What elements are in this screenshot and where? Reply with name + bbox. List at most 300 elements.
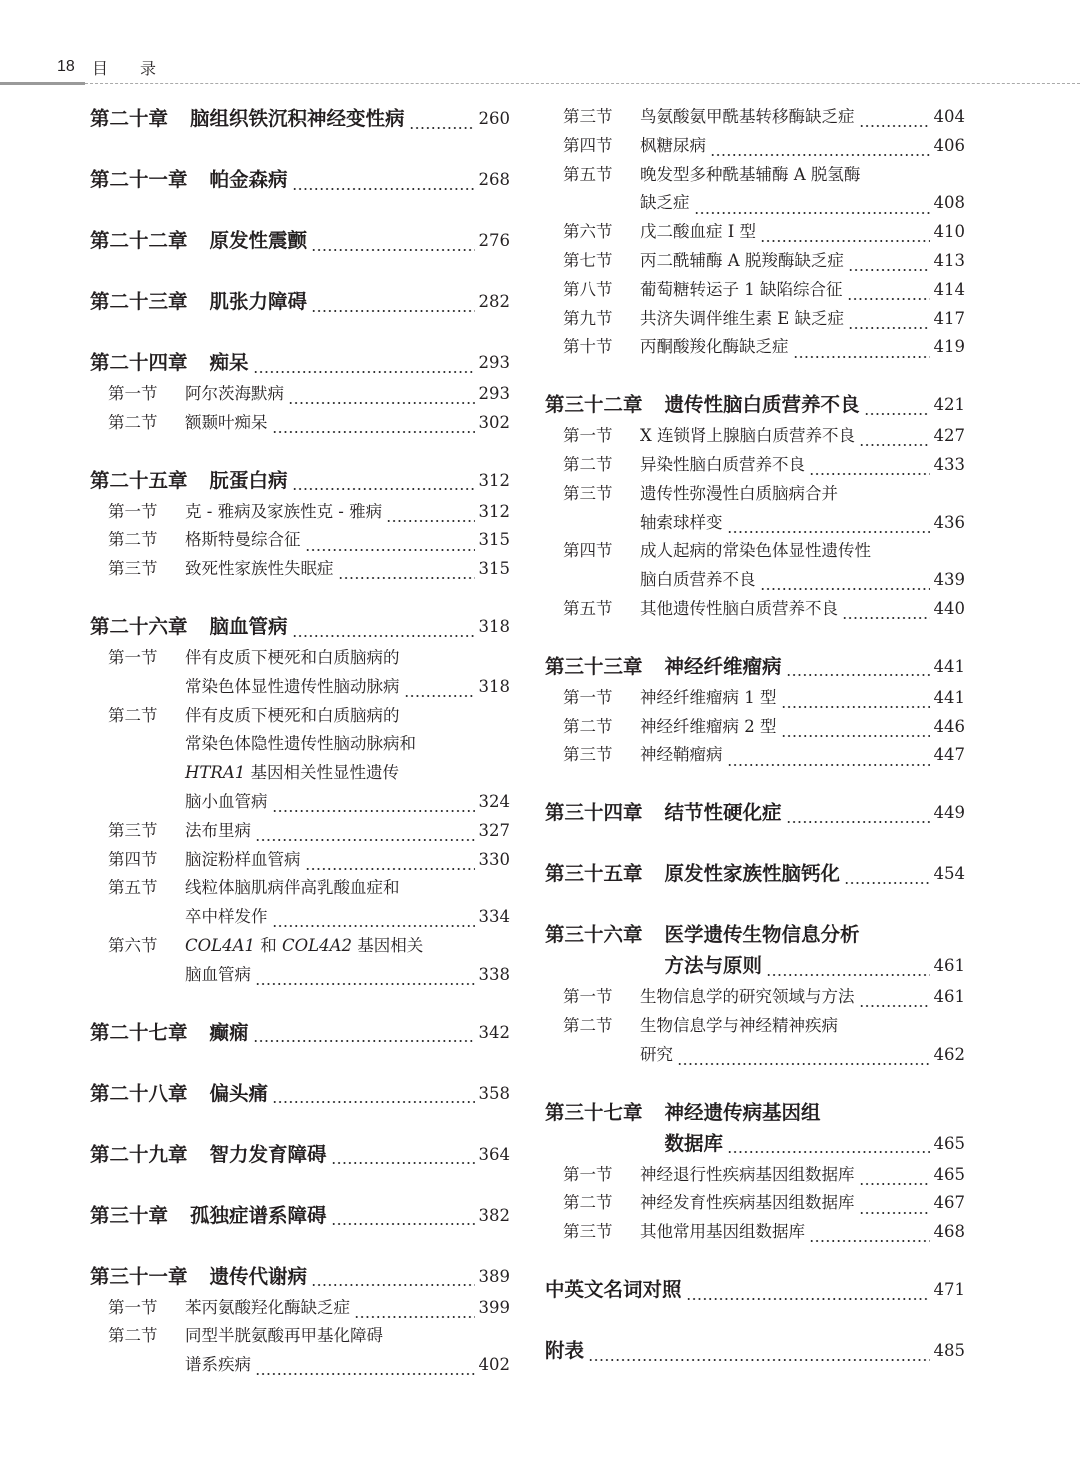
dot-leader: [809, 463, 930, 480]
title-segment: 数据库: [664, 1131, 724, 1155]
page-ref: 439: [933, 570, 965, 590]
page-ref: 414: [933, 279, 965, 299]
page-ref: 312: [478, 501, 510, 521]
toc-entry-chapter[interactable]: [90, 1200, 510, 1231]
entry-title: [640, 1161, 965, 1190]
title-text: [640, 451, 805, 480]
title-text: [665, 651, 782, 682]
entry-label: 第八节: [563, 279, 613, 299]
toc-entry-section[interactable]: [90, 526, 510, 555]
title-text: [185, 1322, 383, 1351]
title-segment: 异染性脑白质营养不良: [640, 454, 805, 474]
title-text: [210, 1078, 269, 1109]
entry-title: [640, 161, 965, 219]
entry-title: [210, 347, 510, 378]
page-ref: 404: [933, 107, 965, 126]
toc-entry-chapter[interactable]: [90, 286, 510, 317]
entry-title: [210, 286, 510, 317]
page-ref: 342: [478, 1022, 510, 1042]
page-ref: 441: [933, 687, 965, 707]
entry-label: 第二十五章: [90, 468, 188, 492]
entry-label: 第四节: [563, 135, 613, 155]
entry-title: [185, 526, 510, 555]
entry-title: [640, 1218, 965, 1247]
toc-entry-section[interactable]: [90, 817, 510, 846]
toc-entry-section[interactable]: [90, 644, 510, 702]
title-segment: 枫糖尿病: [640, 135, 706, 155]
title-segment: 致死性家族性失眠症: [185, 559, 334, 579]
entry-label: 第二节: [108, 530, 158, 550]
entry-title: [640, 1189, 965, 1218]
title-text: [665, 797, 782, 828]
entry-label: 第三节: [563, 107, 613, 126]
toc-entry-section[interactable]: [90, 846, 510, 875]
title-segment: 谱系疾病: [185, 1355, 251, 1375]
dot-leader: [686, 1285, 930, 1305]
toc-entry-section[interactable]: [545, 333, 965, 362]
title-segment: 戊二酸血症 Ⅰ 型: [640, 222, 757, 242]
page-ref: 318: [478, 616, 510, 636]
toc-entry-section[interactable]: [545, 983, 965, 1012]
title-line: [640, 1161, 965, 1190]
page-ref: 330: [478, 849, 510, 869]
title-segment: 脑组织铁沉积神经变性病: [190, 107, 405, 130]
toc-entry-section[interactable]: [545, 537, 965, 595]
toc-entry-chapter[interactable]: [545, 1335, 965, 1366]
title-text: [640, 1012, 838, 1041]
title-segment: 脑淀粉样血管病: [185, 849, 301, 869]
entry-title: [210, 465, 510, 496]
toc-entry-section[interactable]: [545, 218, 965, 247]
entry-label: 第二十二章: [90, 229, 188, 252]
toc-entry-chapter[interactable]: [545, 389, 965, 420]
toc-entry-section[interactable]: [545, 305, 965, 334]
toc-entry-section[interactable]: [545, 713, 965, 742]
title-segment: 轴索球样变: [640, 512, 723, 532]
entry-title: [545, 1274, 965, 1305]
entry-label: 第二十九章: [90, 1142, 188, 1166]
title-segment: 研究: [640, 1044, 673, 1064]
dot-leader: [255, 973, 475, 990]
entry-title: [185, 874, 510, 932]
entry-title: [185, 409, 510, 438]
page-ref: 465: [933, 1133, 965, 1153]
title-segment: 原发性家族性脑钙化: [664, 862, 841, 886]
entry-title: [640, 1012, 965, 1070]
page-ref: 417: [933, 308, 965, 328]
dot-leader: [386, 510, 474, 527]
title-text: [210, 465, 288, 496]
entry-label: 第一节: [563, 687, 613, 707]
toc-entry-section[interactable]: [545, 1218, 965, 1247]
title-line: [210, 465, 510, 496]
entry-title: [640, 305, 965, 334]
toc-entry-chapter[interactable]: [90, 347, 510, 378]
toc-entry-section[interactable]: [545, 247, 965, 276]
title-line: [210, 1139, 510, 1170]
entry-label: 第三十五章: [545, 862, 643, 886]
title-text: [640, 189, 690, 218]
toc-entry-section[interactable]: [545, 1189, 965, 1218]
toc-entry-section[interactable]: [90, 702, 510, 817]
title-line: [185, 1322, 510, 1351]
title-line: [210, 225, 510, 256]
page-ref: 260: [478, 109, 510, 128]
title-segment: 格斯特曼综合征: [185, 530, 301, 550]
toc-entry-section[interactable]: [545, 595, 965, 624]
title-segment: 阿尔茨海默病: [185, 384, 284, 403]
title-segment: 脑小血管病: [185, 791, 268, 811]
title-text: [640, 1041, 673, 1070]
toc-entry-chapter[interactable]: [90, 1017, 510, 1048]
page-ref: 408: [933, 193, 965, 213]
toc-entry-section[interactable]: [545, 1161, 965, 1190]
title-segment: 智力发育障碍: [209, 1142, 327, 1166]
entry-label: 第二节: [563, 1015, 613, 1035]
title-segment: 丙二酰辅酶 A 脱羧酶缺乏症: [640, 250, 844, 270]
page-ref: 318: [478, 676, 510, 696]
title-segment: 额颞叶痴呆: [185, 412, 268, 432]
title-segment: 痴呆: [209, 351, 249, 374]
title-segment: 基因相关性显性遗传: [245, 763, 399, 783]
entry-title: [640, 218, 965, 247]
page-ref: 327: [478, 820, 510, 840]
title-text: [210, 1017, 249, 1048]
title-text: [665, 950, 763, 981]
title-line: [185, 817, 510, 846]
entry-title: [210, 225, 510, 256]
title-segment: 丙酮酸羧化酶缺乏症: [640, 337, 789, 357]
title-segment: 伴有皮质下梗死和白质脑病的: [185, 647, 400, 667]
title-text: [185, 961, 251, 990]
toc-entry-section[interactable]: [545, 451, 965, 480]
page-ref: 276: [478, 231, 510, 250]
dot-leader: [848, 317, 929, 334]
title-segment: 神经鞘瘤病: [640, 745, 723, 765]
entry-title: [185, 932, 510, 990]
title-segment: 朊蛋白病: [209, 468, 288, 492]
dot-leader: [786, 809, 930, 829]
title-segment: 伴有皮质下梗死和白质脑病的: [185, 705, 400, 725]
title-segment: 共济失调伴维生素 E 缺乏症: [640, 308, 845, 328]
page-ref: 364: [478, 1144, 510, 1164]
title-segment: 偏头痛: [209, 1081, 269, 1105]
title-line: [185, 409, 510, 438]
dot-leader: [864, 401, 930, 421]
entry-title: [185, 380, 510, 409]
toc-entry-section[interactable]: [90, 498, 510, 527]
page-ref: 427: [933, 426, 965, 446]
title-text: [640, 741, 723, 770]
entry-title: [545, 1335, 965, 1366]
title-text: [640, 595, 838, 624]
title-segment: 线粒体脑肌病伴高乳酸血症和: [185, 878, 400, 898]
entry-label: 第一节: [108, 384, 158, 403]
title-line: [185, 526, 510, 555]
title-line: [210, 164, 510, 195]
title-line: [545, 1335, 965, 1366]
title-segment: 神经退行性疾病基因组数据库: [640, 1164, 855, 1184]
entry-label: 第三十三章: [545, 654, 643, 678]
title-segment: 癫痫: [209, 1020, 249, 1044]
title-line: [640, 305, 965, 334]
title-text: [640, 132, 706, 161]
entry-label: 第二十六章: [90, 614, 188, 638]
title-text: [640, 305, 844, 334]
title-text: [210, 164, 288, 195]
entry-title: [190, 103, 510, 134]
toc-entry-section[interactable]: [90, 932, 510, 990]
title-text: [185, 409, 268, 438]
page-ref: 312: [478, 470, 510, 490]
page-ref: 338: [478, 964, 510, 984]
title-segment: 同型半胱氨酸再甲基化障碍: [185, 1326, 383, 1346]
dot-leader: [292, 176, 475, 196]
title-text: [185, 526, 301, 555]
toc-right-column: [545, 103, 965, 1366]
dot-leader: [311, 1272, 474, 1292]
title-line: [640, 189, 965, 218]
title-segment: 附表: [545, 1338, 585, 1362]
title-segment: 遗传性脑白质营养不良: [664, 393, 860, 417]
toc-entry-chapter[interactable]: [545, 1097, 965, 1159]
dot-leader: [305, 539, 475, 556]
title-text: [185, 730, 416, 759]
toc-entry-chapter[interactable]: [90, 1139, 510, 1170]
title-segment: 遗传性弥漫性白质脑病合并: [640, 483, 838, 503]
entry-label: 第六节: [563, 222, 613, 242]
entry-label: 第三节: [563, 483, 613, 503]
toc-entry-section[interactable]: [545, 276, 965, 305]
dot-leader: [253, 1028, 475, 1048]
entry-title: [185, 644, 510, 702]
toc-entry-section[interactable]: [90, 555, 510, 584]
dot-leader: [305, 858, 475, 875]
toc-entry-chapter[interactable]: [545, 919, 965, 981]
page-ref: 334: [478, 907, 510, 927]
title-line: [665, 389, 965, 420]
entry-label: 第五节: [563, 598, 613, 618]
title-text: [210, 611, 288, 642]
dot-leader: [859, 995, 930, 1012]
page-ref: 441: [933, 656, 965, 676]
dot-leader: [677, 1053, 930, 1070]
entry-label: 第二十一章: [90, 168, 188, 191]
dot-leader: [253, 359, 475, 379]
title-segment: 葡萄糖转运子 1 缺陷综合征: [640, 279, 843, 299]
title-line: [210, 611, 510, 642]
page-ref: 465: [933, 1164, 965, 1184]
entry-title: [640, 132, 965, 161]
toc-entry-chapter[interactable]: [545, 1274, 965, 1305]
title-segment: 神经发育性疾病基因组数据库: [640, 1193, 855, 1213]
dot-leader: [727, 1139, 929, 1159]
entry-label: 第二十七章: [90, 1020, 188, 1044]
title-line: [640, 509, 965, 538]
entry-label: 第二十八章: [90, 1081, 188, 1105]
title-segment: 医学遗传生物信息分析: [664, 923, 860, 947]
page-ref: 421: [933, 395, 965, 415]
toc-entry-chapter[interactable]: [90, 225, 510, 256]
title-line: [640, 276, 965, 305]
header-rule-thick: [0, 82, 85, 85]
title-text: [190, 1200, 327, 1231]
title-line: [665, 919, 965, 950]
entry-title: [640, 333, 965, 362]
toc-entry-section[interactable]: [545, 1012, 965, 1070]
title-text: [640, 247, 844, 276]
toc-entry-chapter[interactable]: [90, 1078, 510, 1109]
title-segment: 原发性震颤: [209, 229, 308, 252]
page-ref: 410: [933, 222, 965, 242]
entry-label: 第二节: [563, 1193, 613, 1213]
toc-entry-chapter[interactable]: [545, 651, 965, 682]
title-text: [640, 713, 777, 742]
entry-label: 第一节: [108, 501, 158, 521]
title-line: [185, 555, 510, 584]
page-ref: 293: [478, 384, 510, 403]
title-line: [665, 1128, 965, 1159]
toc-entry-section[interactable]: [545, 684, 965, 713]
entry-label: 第五节: [108, 878, 158, 898]
toc-entry-section[interactable]: [90, 874, 510, 932]
dot-leader: [331, 1150, 475, 1170]
title-line: [185, 673, 510, 702]
page-ref: 324: [478, 791, 510, 811]
entry-title: [185, 498, 510, 527]
title-line: [640, 595, 965, 624]
dot-leader: [272, 915, 475, 932]
entry-label: 第三十六章: [545, 923, 643, 947]
dot-leader: [859, 1202, 930, 1219]
title-text: [210, 347, 249, 378]
toc-entry-section[interactable]: [90, 380, 510, 409]
page-ref: 315: [478, 559, 510, 579]
dot-leader: [760, 578, 930, 595]
toc-entry-section[interactable]: [545, 422, 965, 451]
page-ref: 433: [933, 454, 965, 474]
toc-entry-chapter[interactable]: [545, 797, 965, 828]
entry-title: [185, 817, 510, 846]
title-text: [545, 1274, 682, 1305]
title-text: [185, 498, 382, 527]
title-segment: 基因相关: [352, 935, 424, 955]
title-text: [640, 1161, 855, 1190]
toc-entry-chapter[interactable]: [90, 103, 510, 134]
dot-leader: [727, 754, 930, 771]
title-line: [640, 333, 965, 362]
page-ref: 406: [933, 135, 965, 155]
page-ref: 358: [478, 1083, 510, 1103]
page-ref: 419: [933, 337, 965, 357]
title-line: [185, 702, 510, 731]
title-text: [545, 1335, 584, 1366]
toc-entry-chapter[interactable]: [90, 611, 510, 642]
toc-entry-chapter[interactable]: [90, 1261, 510, 1292]
title-text: [640, 983, 855, 1012]
title-text: [665, 858, 841, 889]
title-line: [640, 480, 965, 509]
toc-entry-section[interactable]: [90, 1294, 510, 1323]
entry-title: [185, 702, 510, 817]
title-segment: 苯丙氨酸羟化酶缺乏症: [185, 1297, 350, 1317]
title-segment: 和: [255, 935, 283, 955]
toc-entry-section[interactable]: [90, 1322, 510, 1380]
title-segment: 脑血管病: [185, 964, 251, 984]
entry-label: 第一节: [563, 1164, 613, 1184]
dot-leader: [288, 392, 475, 409]
entry-title: [640, 983, 965, 1012]
dot-leader: [781, 696, 930, 713]
toc-entry-chapter[interactable]: [90, 164, 510, 195]
title-line: [640, 1041, 965, 1070]
entry-title: [185, 555, 510, 584]
entry-title: [640, 595, 965, 624]
dot-leader: [354, 1306, 475, 1323]
title-text: [640, 1189, 855, 1218]
title-text: [190, 103, 405, 134]
title-line: [185, 1294, 510, 1323]
page-ref: 471: [933, 1279, 965, 1299]
title-text: [210, 225, 308, 256]
dot-leader: [311, 298, 474, 318]
entry-label: 第二十四章: [90, 351, 188, 374]
entry-title: [210, 1139, 510, 1170]
toc-entry-section[interactable]: [545, 480, 965, 538]
dot-leader: [311, 237, 474, 257]
entry-title: [640, 684, 965, 713]
title-line: [665, 651, 965, 682]
dot-leader: [809, 1230, 930, 1247]
dot-leader: [272, 1089, 474, 1109]
toc-entry-section[interactable]: [545, 161, 965, 219]
title-text: [210, 1261, 308, 1292]
title-segment: 方法与原则: [664, 954, 763, 978]
title-text: [185, 846, 301, 875]
toc-entry-section[interactable]: [545, 741, 965, 770]
title-text: [185, 874, 400, 903]
dot-leader: [710, 144, 930, 161]
title-line: [185, 1351, 510, 1380]
dot-leader: [847, 288, 930, 305]
toc-entry-chapter[interactable]: [545, 858, 965, 889]
entry-title: [185, 1322, 510, 1380]
toc-entry-chapter[interactable]: [90, 465, 510, 496]
title-segment: 结节性硬化症: [664, 801, 782, 825]
title-line: [665, 1097, 965, 1128]
title-line: [210, 1261, 510, 1292]
title-segment: COL4A2: [282, 935, 353, 955]
page-ref: 461: [933, 987, 965, 1007]
title-segment: 脑血管病: [209, 614, 288, 638]
entry-title: [640, 247, 965, 276]
toc-entry-section[interactable]: [545, 103, 965, 132]
title-segment: 脑白质营养不良: [640, 570, 756, 590]
entry-label: 第一节: [563, 426, 613, 446]
toc-entry-section[interactable]: [90, 409, 510, 438]
title-text: [185, 759, 399, 788]
toc-entry-section[interactable]: [545, 132, 965, 161]
title-line: [185, 874, 510, 903]
title-text: [665, 1097, 821, 1128]
title-line: [210, 347, 510, 378]
title-text: [640, 218, 756, 247]
dot-leader: [409, 115, 475, 135]
dot-leader: [255, 829, 475, 846]
title-text: [640, 161, 860, 190]
title-line: [190, 103, 510, 134]
title-line: [640, 566, 965, 595]
